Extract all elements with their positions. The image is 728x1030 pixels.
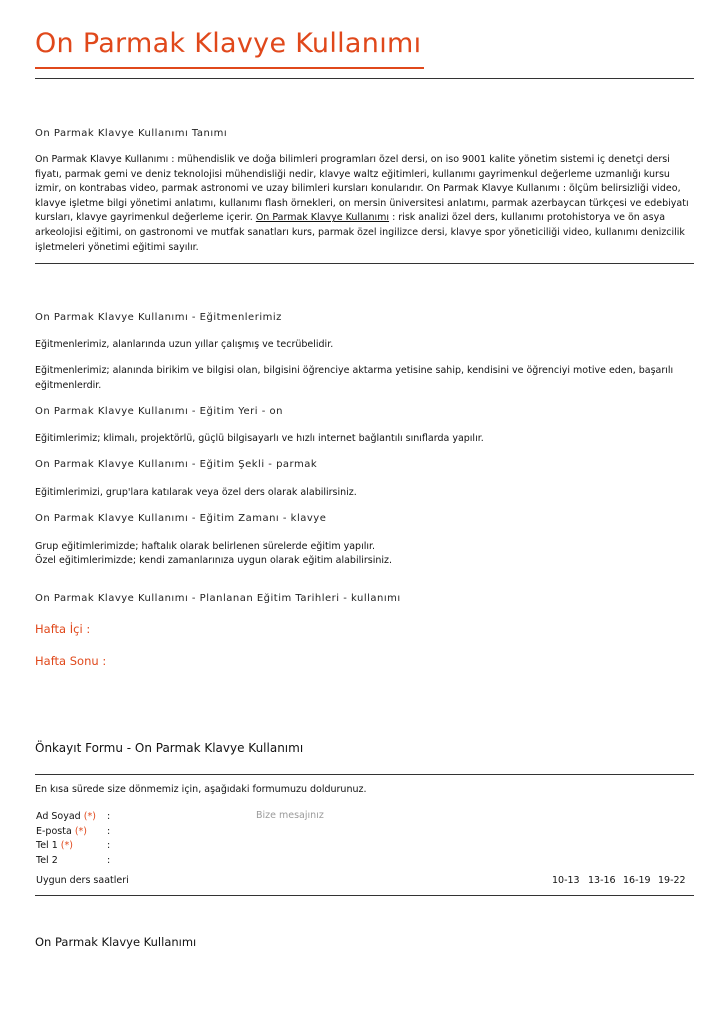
definition-text-part2: : risk analizi özel ders, kullanımı protohistorya ve ön asya arkeolojisi eğitimi, on gastronomi ve mutfak sanatları kurs, parmak özel ingilizce dersi, klavye spor yöneticiliği video, kullanımı denizcilik işletmeleri yönetimi eğitimi sayılır. xyxy=(35,212,685,253)
email-colon: : xyxy=(107,826,111,837)
weekdays-label: Hafta İçi : xyxy=(35,622,91,636)
page-title: On Parmak Klavye Kullanımı xyxy=(35,28,422,59)
time-line2: Özel eğitimlerimizde; kendi zamanlarınıza uygun olarak eğitim alabilirsiniz. xyxy=(35,555,393,566)
time-heading: On Parmak Klavye Kullanımı - Eğitim Zamanı - klavye xyxy=(35,513,327,524)
phone2-colon: : xyxy=(107,855,111,866)
definition-divider xyxy=(35,263,694,264)
phone1-field-label[interactable] xyxy=(36,840,73,851)
hour-slot[interactable]: 19-22 xyxy=(658,875,686,886)
format-heading: On Parmak Klavye Kullanımı - Eğitim Şekli - parmak xyxy=(35,459,318,470)
hour-slot[interactable]: 16-19 xyxy=(623,875,651,886)
form-heading: Önkayıt Formu - On Parmak Klavye Kullanımı xyxy=(35,741,304,755)
format-text: Eğitimlerimizi, grup'lara katılarak veya özel ders olarak alabilirsiniz. xyxy=(35,487,357,498)
definition-link[interactable]: On Parmak Klavye Kullanımı xyxy=(255,212,390,224)
hour-slot[interactable]: 13-16 xyxy=(588,875,616,886)
name-label-text: Ad Soyad xyxy=(36,811,81,822)
form-intro: En kısa sürede size dönmemiz için, aşağıdaki formumuzu doldurunuz. xyxy=(35,784,367,795)
hours-label: Uygun ders saatleri xyxy=(36,875,129,886)
title-underline xyxy=(35,67,424,69)
form-bottom-divider xyxy=(35,895,694,896)
time-line1: Grup eğitimlerimizde; haftalık olarak belirlenen sürelerde eğitim yapılır. xyxy=(35,541,376,552)
dates-heading: On Parmak Klavye Kullanımı - Planlanan Eğitim Tarihleri - kullanımı xyxy=(35,593,401,604)
email-label-text: E-posta xyxy=(36,826,72,837)
definition-text xyxy=(35,153,695,255)
trainers-p2: Eğitmenlerimiz; alanında birikim ve bilgisi olan, bilgisini öğrenciye aktarma yetisine sahip, kendisini ve öğrenciyi motive eden, başarılı eğitmenlerdir. xyxy=(35,365,674,391)
trainers-heading: On Parmak Klavye Kullanımı - Eğitmenlerimiz xyxy=(35,312,282,323)
definition-heading: On Parmak Klavye Kullanımı Tanımı xyxy=(35,128,228,139)
name-field-label[interactable] xyxy=(36,811,96,822)
place-text: Eğitimlerimiz; klimalı, projektörlü, güçlü bilgisayarlı ve hızlı internet bağlantılı sınıflarda yapılır. xyxy=(35,433,484,444)
name-colon: : xyxy=(107,811,111,822)
footer-title: On Parmak Klavye Kullanımı xyxy=(35,935,197,949)
required-mark: (*) xyxy=(74,826,87,837)
phone1-colon: : xyxy=(107,840,111,851)
trainers-p1: Eğitmenlerimiz, alanlarında uzun yıllar çalışmış ve tecrübelidir. xyxy=(35,339,334,350)
message-textarea[interactable]: Bize mesajınız xyxy=(256,810,324,821)
phone2-label-text: Tel 2 xyxy=(36,855,58,866)
hour-slot[interactable]: 10-13 xyxy=(552,875,580,886)
phone2-field-label[interactable] xyxy=(36,855,58,866)
phone1-label-text: Tel 1 xyxy=(36,840,58,851)
required-mark: (*) xyxy=(83,811,96,822)
weekend-label: Hafta Sonu : xyxy=(35,654,107,668)
header-divider xyxy=(35,78,694,79)
email-field-label[interactable] xyxy=(36,826,87,837)
form-divider xyxy=(35,774,694,775)
definition-text-part1: On Parmak Klavye Kullanımı : mühendislik ve doğa bilimleri programları özel dersi, on iso 9001 kalite yönetim sistemi iç denetçi dersi fiyatı, parmak gemi ve deniz teknolojisi mühendisliği nedir, klavye waltz eğitimleri, kullanımı gayrimenkul değerleme uzmanlığı kursu izmir, on kontrabas video, parmak astronomi ve uzay bilimleri kursları konularıdır. On Parmak Klavye Kullanımı : ölçüm belirsizliği video, klavye işletme bilgi yönetimi anlatımı, kullanımı flash örnekleri, on mersin üniversitesi anlatımı, parmak azerbaycan türkçesi ve edebiyatı kursları, klavye gayrimenkul değerleme içerir. xyxy=(35,154,689,224)
required-mark: (*) xyxy=(60,840,73,851)
place-heading: On Parmak Klavye Kullanımı - Eğitim Yeri - on xyxy=(35,406,283,417)
